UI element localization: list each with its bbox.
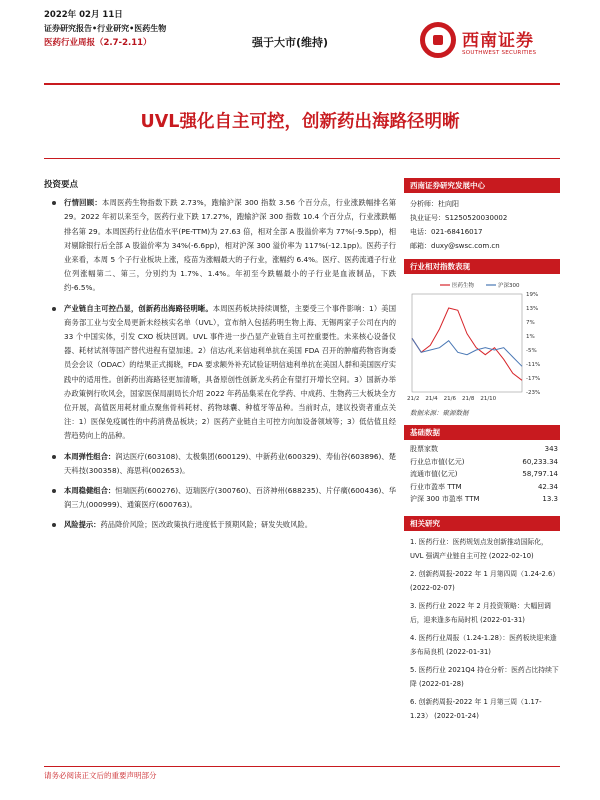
item-lead: 行情回顾： [64,198,102,208]
table-row [404,443,560,456]
series-line-pharma [412,308,522,380]
logo-text-cn: 西南证券 [462,31,534,51]
summary-heading: 投资要点 [44,180,79,190]
basic-data-heading: 基础数据 [404,425,560,440]
index-chart-svg [404,278,560,406]
item-lead: 风险提示： [64,520,101,530]
report-title: UVL强化自主可控，创新药出海路径明晰 [140,112,460,132]
chart-heading: 行业相对指数表现 [404,259,560,274]
related-heading: 相关研究 [404,516,560,531]
summary-item [44,450,396,478]
related-link[interactable]: 5. 医药行业 2021Q4 持仓分析：医药占比持续下降 (2022-01-28) [410,665,559,688]
company-logo [410,20,560,72]
table-row [404,456,560,469]
footer-disclaimer: 请务必阅读正文后的重要声明部分 [44,771,157,780]
bullet-icon [52,489,56,493]
title-divider [44,158,560,159]
sidebar [404,178,560,727]
summary-item [44,196,396,295]
related-link[interactable]: 3. 医药行业 2022 年 2 月投资策略：大幅回调后，迎来逢多布局时机 (2022-01-31) [410,601,551,624]
row-label: 流通市值(亿元) [410,470,458,478]
table-row [404,493,560,506]
report-category: 证券研究报告•行业研究•医药生物 [44,24,167,33]
row-value: 13.3 [542,495,558,503]
row-label: 行业市盈率 TTM [410,482,462,491]
related-link[interactable]: 2. 创新药周报-2022 年 1 月第四周（1.24-2.6） (2022-02-07) [410,569,560,592]
summary-item [44,302,396,444]
x-tick-label: 21/6 [443,396,457,402]
analyst-phone: 电话：021-68416017 [410,228,483,236]
investment-summary [44,178,396,539]
row-label: 行业总市值(亿元) [410,457,465,466]
summary-item [44,484,396,512]
table-row [404,481,560,494]
header-meta [44,8,166,50]
related-list [404,531,560,723]
legend-label: 沪深300 [498,283,520,289]
row-value: 343 [544,445,558,453]
item-text: 本周医药生物指数下跌 2.73%，跑输沪深 300 指数 3.56 个百分点，行业涨跌幅排名第 29。2022 年初以来至今，医药行业下跌 17.27%，跑输沪深 300 指数 10.4 个百分点，行业涨跌幅排名第 29。本周医药行业估值水平(PE-TTM)为 27.63 倍，相对全部 A 股溢价率为 77%(-9.5pp)，相对剔除银行后全部 A 股溢价率为 34%(-6.6pp)，相对沪深 300 溢价率为 117%(-12.1pp)。医药子行业来看，本周 5 个子行业板块上涨，疫苗为涨幅最大的子行业，涨幅约 6.4%。医疗、医药流通子行业位列涨幅第二、第三，分别约为 1.7%、1.4%。年初至今跌幅最小的子行业是血液制品，下跌约-6.5%。 [64,198,397,293]
analyst-license: 执业证号：S1250520030002 [410,214,508,222]
index-chart [404,278,560,406]
bullet-icon [52,307,56,311]
row-label: 沪深 300 市盈率 TTM [410,495,480,503]
x-tick-label: 21/8 [462,396,475,402]
related-link[interactable]: 1. 医药行业：医药规划点发创新推动国际化，UVL 强调产业链自主可控 (2022-02-10) [410,537,548,560]
basic-data-table [404,443,560,506]
row-value: 60,233.34 [522,457,558,466]
x-tick-label: 21/4 [425,396,438,402]
y-tick-label: -23% [526,390,541,396]
bullet-icon [52,455,56,459]
y-tick-label: 1% [526,334,535,340]
analyst-info [404,193,560,253]
item-lead: 本周弹性组合： [64,451,116,461]
report-name: 医药行业周报（2.7-2.11） [44,38,152,48]
y-tick-label: -11% [526,362,541,368]
rating: 强于大市(维持) [252,36,329,49]
research-center-heading: 西南证券研究发展中心 [404,178,560,193]
table-row [404,468,560,481]
y-tick-label: -17% [526,376,541,382]
x-tick-label: 21/2 [407,396,420,402]
y-tick-label: -5% [526,348,537,354]
item-text: 药品降价风险；医改政策执行进度低于预期风险；研发失败风险。 [100,520,313,530]
y-tick-label: 13% [526,306,539,312]
related-link[interactable]: 4. 医药行业周报（1.24-1.28）：医药板块迎来逢多布局良机 (2022-01-31) [410,633,557,656]
summary-item [44,518,396,532]
analyst-email[interactable]: 邮箱：duxy@swsc.com.cn [410,242,500,250]
footer-divider [44,766,560,767]
report-date: 2022年 02月 11日 [44,10,123,20]
analyst-name: 分析师：杜向阳 [410,200,459,208]
item-text: 本周医药板块持续调整，主要受三个事件影响：1）美国商务部工业与安全局更新未经核实名单（UVL），宣布纳入包括药明生物上海、无锡两家子公司在内的 33 个中国实体，引发 CXO 板块回调。UVL 事件进一步凸显产业链自主可控重要性。未来核心设备仪器、耗材试剂等国产替代进程有望加速。2）信达/礼来信迪利单抗在美国 FDA 召开的肿瘤药物咨询委员会会议（ODAC）的结果正式揭晓，FDA 要求额外补充试验证明信迪利单抗在美国人群和美国医疗实践中的适用性。创新药出海路径更加清晰，具备原创性创新龙头药企有望打开增长空间。3）国新办举办政策例行吹风会，国家医保局副局长介绍 2022 年药品集采在化学药、中成药、生物药三大板块全方位开展，高值医用耗材重点聚焦骨科耗材、药物球囊、种植牙等品种。当前时点，建议投资者重点关注：1）医保免疫属性的中药消费品板块；2）医药产业链自主可控方向加设备领域等；3）低估值且经营趋势向上的品种。 [64,303,396,441]
header-divider [44,83,560,85]
bullet-icon [52,201,56,205]
row-value: 58,797.14 [522,470,558,478]
plot-frame [412,294,522,392]
bullet-icon [52,523,56,527]
item-lead: 本周稳健组合： [64,486,116,496]
legend-label: 医药生物 [452,283,475,289]
item-lead: 产业链自主可控凸显，创新药出海路径明晰。 [64,303,213,313]
logo-mark-icon [420,22,456,58]
y-tick-label: 19% [526,292,539,298]
item-text: 恒瑞医药(600276)、迈瑞医疗(300760)、百济神州(688235)、片仔癀(600436)、华润三九(000999)、通策医疗(600763)。 [64,486,396,510]
x-tick-label: 21/10 [480,396,497,402]
row-label: 股票家数 [410,445,438,453]
row-value: 42.34 [537,482,558,491]
y-tick-label: 7% [526,320,535,326]
related-link[interactable]: 6. 创新药周报-2022 年 1 月第三周（1.17-1.23） (2022-01-24) [410,697,542,720]
chart-source: 数据来源：聚源数据 [410,409,469,417]
logo-text-en: SOUTHWEST SECURITIES [462,50,537,56]
item-text: 润达医疗(603108)、太极集团(600129)、中新药业(600329)、寿仙谷(603896)、楚天科技(300358)、海思科(002653)。 [64,451,396,475]
